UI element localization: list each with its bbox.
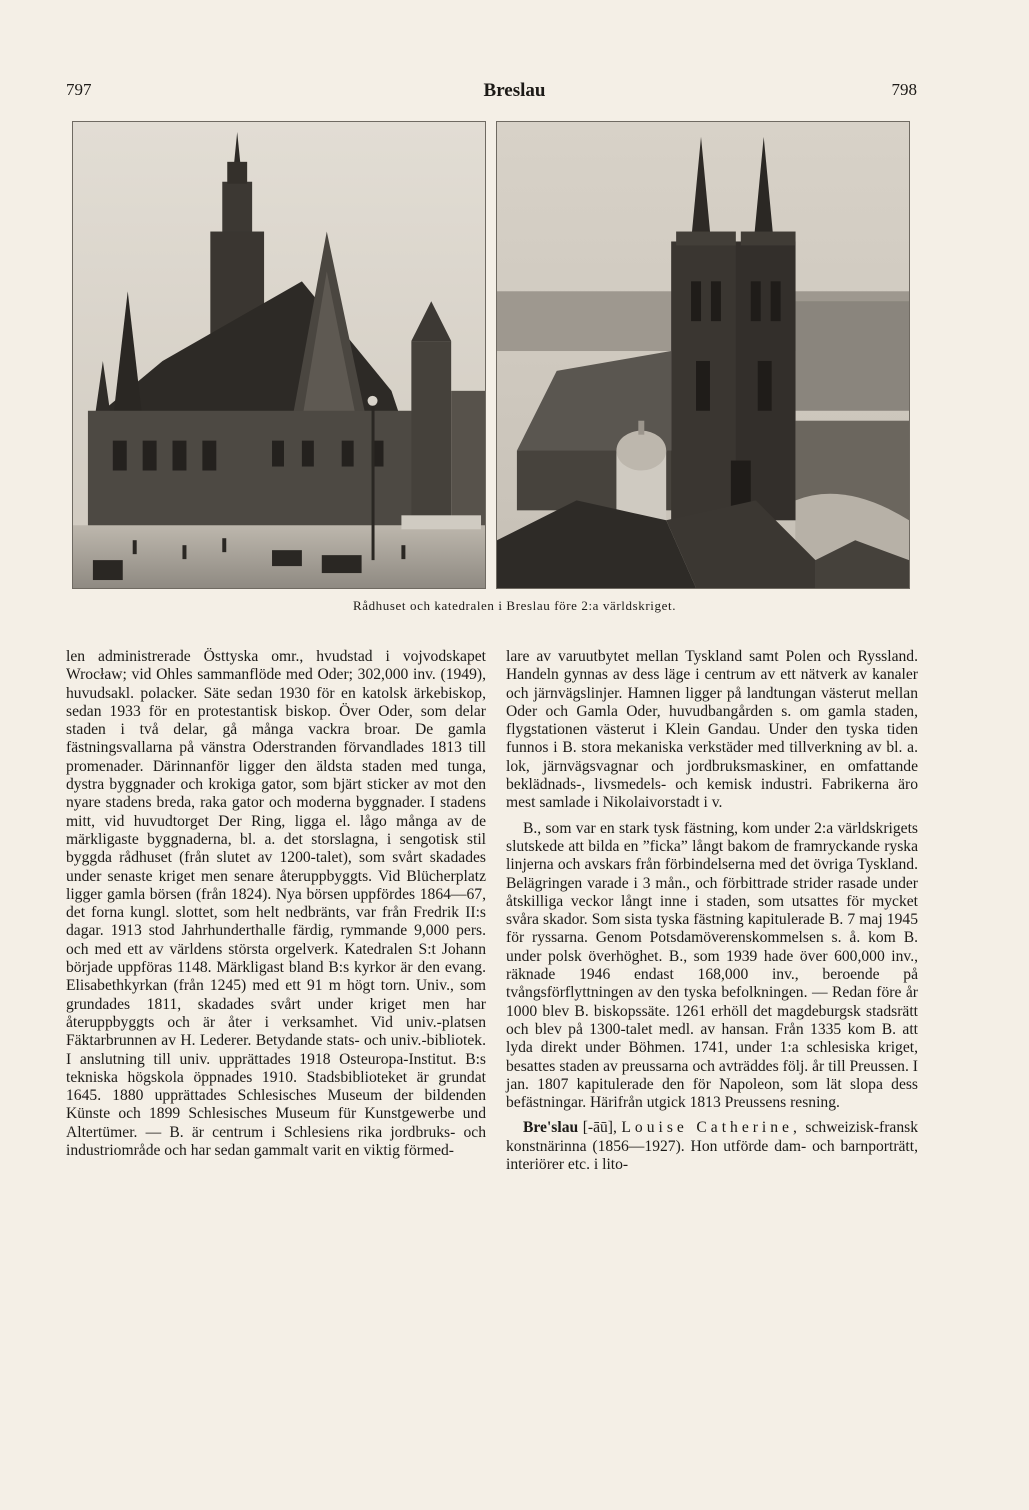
cathedral-photo — [496, 121, 910, 589]
town-hall-photo — [72, 121, 486, 589]
text-column-right — [506, 648, 918, 1174]
page-number-left: 797 — [66, 80, 92, 99]
page-header — [0, 80, 1029, 110]
entry-person-name: Louise Catherine, — [621, 1119, 801, 1137]
figure-caption: Rådhuset och katedralen i Breslau före 2:a världskriget. — [352, 598, 677, 613]
paragraph: B., som var en stark tysk fästning, kom under 2:a världskrigets slutskede att bilda en ”ficka” långt bakom de framryckande ryska linjerna och avskars från förbindelserna med det övriga Tyskland. Belägringen varade i 3 mån., och förbittrade strider rasade under åtskilliga veckor långt inne i staden, som utsattes för mycket svåra skador. Som sista tyska fästning kapitulerade B. 7 maj 1945 för ryssarna. Genom Potsdamöverenskommelsen s. å. kom B. under polsk överhöghet. B., som 1939 hade över 600,000 inv., räknade 1946 endast 168,000 inv., beroende på tvångsförflyttningen av den tyska befolkningen. — Redan före år 1000 blev B. biskopssäte. 1261 erhöll det magdeburgsk stadsrätt och blev på 1300-talet medl. av hansan. Från 1335 kom B. att lyda direkt under Böhmen. 1741, under 1:a schlesiska kriget, besattes staden av preussarna och avträddes följ. år till Preussen. I jan. 1807 kapitulerade den för Napoleon, som lät slopa dess befästningar. Härifrån utgick 1813 Preussens resning. — [506, 819, 918, 1112]
paragraph: lare av varuutbytet mellan Tyskland samt Polen och Ryssland. Handeln gynnas av dess läge i centrum av ett nätverk av kanaler och järnvägslinjer. Hamnen ligger på landtungan västerut mellan Oder och Gamla Oder, huvudbangården s. om gamla staden, flygstationen västerut i Klein Gandau. Under den tyska tiden funnos i B. stora mekaniska verkstäder med tillverkning av bl. a. lok, järnvägsvagnar och jordbruksmaskiner, en omfattande beklädnads-, livsmedels- och kemisk industri. Fabrikerna äro mest samlade i Nikolaivorstadt i v. — [506, 648, 918, 812]
running-title: Breslau — [483, 80, 546, 101]
entry-pronunciation: [-āū], — [578, 1119, 622, 1137]
paragraph: len administrerade Östtyska omr., hvudstad i vojvodskapet Wrocław; vid Ohles sammanflöde med Oder; 302,000 inv. (1949), huvudsakl. polacker. Säte sedan 1930 för en katolsk ärkebiskop, sedan 1933 för en protestantisk biskop. Över Oder, som delar staden i två delar, gå många vackra broar. De gamla fästningsvallarna på vänstra Oderstranden förvandlades 1813 till promenader. Därinnanför ligger den äldsta staden med tunga, dystra byggnader och krokiga gator, som bjärt sticker av mot den nyare stadens breda, raka gator och moderna byggnader. I stadens mitt, vid huvudtorget Der Ring, ligga el. lågo många av de märkligaste byggnaderna, bl. a. det storslagna, i sengotisk stil byggda rådhuset (från slutet av 1200-talet), som svårt skadades under senaste kriget men senare återuppbyggts. Vid Blücherplatz ligger gamla börsen (från 1824). Nya börsen uppfördes 1864—67, det forna kungl. slottet, som helt nedbränts, var från Fredrik II:s dagar. 1913 stod Jahrhunderthalle färdig, rymmande 9,000 pers. och med ett av världens största orgelverk. Katedralen S:t Johann började uppföras 1148. Märkligast bland B:s kyrkor är den evang. Elisabethkyrkan (från 1245) med ett 91 m högt torn. Univ., som grundades 1811, skadades svårt under kriget men har återuppbyggts och är åter i verksamhet. Vid univ.-platsen Fäktarbrunnen av H. Lederer. Betydande stats- och univ.-bibliotek. I anslutning till univ. upprättades 1918 Osteuropa-Institut. B:s tekniska högskola öppnades 1910. Stadsbiblioteket är grundat 1645. 1880 upprättades Schlesisches Museum der bildenden Künste och 1899 Schlesisches Museum für Kunstgewerbe und Altertümer. — B. är centrum i Schlesiens rika jordbruks- och industriområde och har sedan gammalt varit en viktig förmed- — [66, 648, 486, 1160]
encyclopedia-entry — [506, 1119, 918, 1174]
page-number-right: 798 — [891, 80, 917, 99]
entry-text: schweizisk-fransk konstnärinna (1856—1927). Hon utförde dam- och barnporträtt, interiörer etc. i lito- — [506, 1119, 918, 1174]
entry-headword: Bre'slau — [523, 1119, 579, 1137]
text-column-left — [66, 648, 486, 1160]
